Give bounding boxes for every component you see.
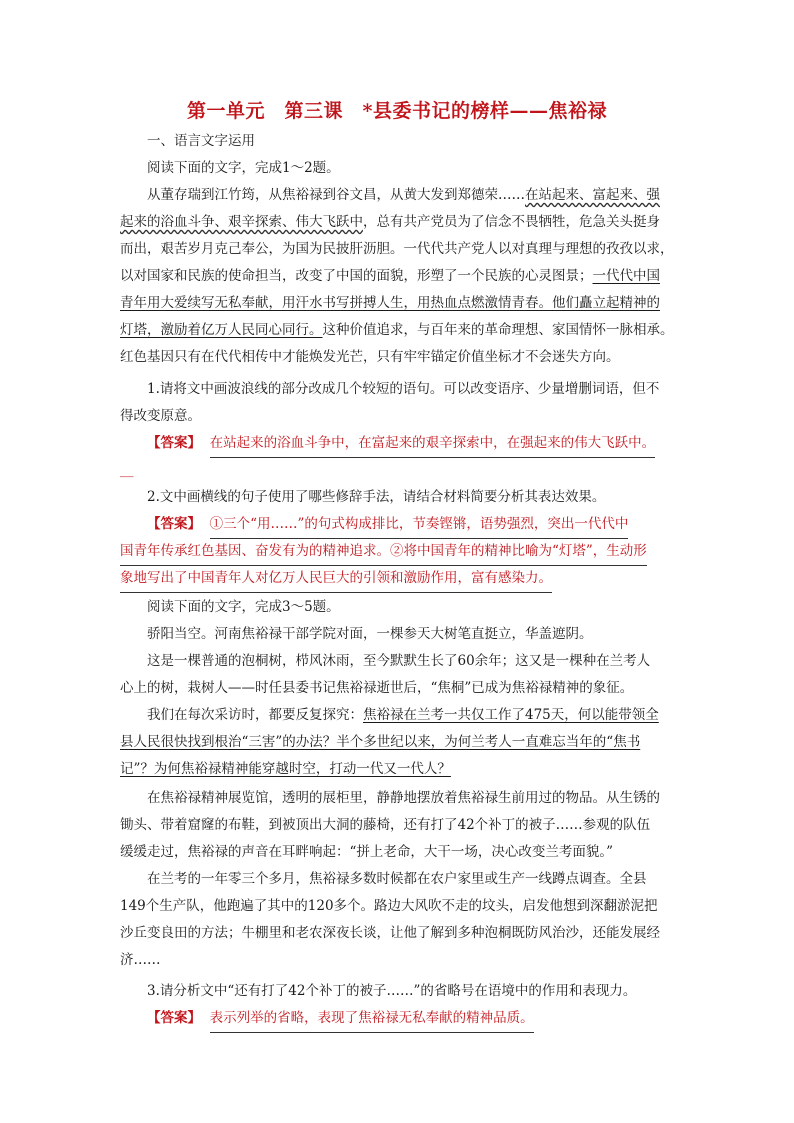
answer-label: 【答案】	[147, 1010, 201, 1026]
underlined-text: 一代代中国	[592, 268, 660, 284]
passage2-line: 这是一棵普通的泡桐树，栉风沐雨，至今默默生长了60余年；这又是一棵种在兰考人	[147, 653, 651, 669]
passage2-line: 济……	[120, 952, 161, 968]
passage1-line: 灯塔，激励着亿万人民同心同行。这种价值追求，与百年来的革命理想、家国情怀一脉相承。	[120, 322, 674, 338]
answer-2: 国青年传承红色基因、奋发有为的精神追求。②将中国青年的精神比喻为“灯塔”，生动形	[120, 538, 680, 566]
passage2-line: 沙丘变良田的方法；牛棚里和老农深夜长谈，让他了解到多种泡桐既防风治沙，还能发展经	[120, 925, 660, 941]
passage2-line: 在兰考的一年零三个多月，焦裕禄多数时候都在农户家里或生产一线蹲点调查。全县	[147, 871, 647, 887]
passage2-line: 我们在每次采访时，都要反复探究：焦裕禄在兰考一共仅工作了475天，何以能带领全	[147, 707, 659, 723]
wavy-underlined-text: 起来的浴血斗争、艰辛探索、伟大飞跃中	[120, 214, 363, 230]
passage1-line	[120, 290, 680, 317]
passage2-line: 心上的树，栽树人——时任县委书记焦裕禄逝世后，“焦桐”已成为焦裕禄精神的象征。	[120, 680, 634, 696]
lesson-title: 第一单元 第三课 *县委书记的榜样——焦裕禄	[187, 100, 607, 122]
passage2-line: 骄阳当空。河南焦裕禄干部学院对面，一棵参天大树笔直挺立，华盖遮阴。	[147, 626, 593, 642]
section-heading: 一、语言文字运用	[147, 133, 255, 149]
passage1-line: 起来的浴血斗争、艰辛探索、伟大飞跃中，总有共产党员为了信念不畏牺牲，危急关头挺身	[120, 214, 660, 230]
passage2-line: 锄头、带着窟窿的布鞋，到被顶出大洞的藤椅，还有打了42个补丁的被子……参观的队伍	[120, 817, 651, 833]
answer-2: 象地写出了中国青年人对亿万人民巨大的引领和激励作用，富有感染力。	[120, 565, 680, 593]
passage1-line: 以对国家和民族的使命担当，改变了中国的面貌，形塑了一个民族的心灵图景；一代代中国	[120, 268, 660, 284]
answer-label: 【答案】	[147, 516, 201, 532]
reading-instruction: 阅读下面的文字，完成1～2题。	[147, 160, 340, 176]
question-2: 2.文中画横线的句子使用了哪些修辞手法，请结合材料简要分析其表达效果。	[147, 489, 606, 505]
passage2-line: 149个生产队，他跑遍了其中的120多个。路边大风吹不走的坟头，启发他想到深翻淤泥把	[120, 898, 658, 914]
passage2-line	[120, 756, 680, 783]
underlined-text: 灯塔，激励着亿万人民同心同行。	[120, 322, 323, 338]
passage2-line: 在焦裕禄精神展览馆，透明的展柜里，静静地摆放着焦裕禄生前用过的物品。从生锈的	[147, 790, 660, 806]
passage2-line: 缓缓走过，焦裕禄的声音在耳畔响起：“拼上老命，大干一场，决心改变兰考面貌。”	[120, 844, 614, 860]
reading-instruction: 阅读下面的文字，完成3～5题。	[147, 599, 340, 615]
question-1: 1.请将文中画波浪线的部分改成几个较短的语句。可以改变语序、少量增删词语，但不	[147, 381, 660, 397]
passage1-line: 红色基因只有在代代相传中才能焕发光芒，只有牢牢锚定价值坐标才不会迷失方向。	[120, 349, 620, 365]
answer-label: 【答案】	[147, 435, 201, 451]
answer-1: __	[120, 462, 134, 478]
wavy-underlined-text: 在站起来、富起来、强	[525, 187, 660, 203]
question-1: 得改变原意。	[120, 408, 201, 424]
underlined-text: 焦裕禄在兰考一共仅工作了475天，何以能带领全	[363, 707, 659, 723]
answer-2: 【答案】 ①三个“用……”的句式构成排比，节奏铿锵，语势强烈，突出一代代中	[147, 511, 680, 539]
passage2-line	[120, 729, 680, 756]
passage1-line: 而出，艰苦岁月克己奉公，为国为民披肝沥胆。一代代共产党人以对真理与理想的孜孜以求，	[120, 241, 674, 257]
underlined-text: 县人民很快找到根治“三害”的办法？半个多世纪以来，为何兰考人一直难忘当年的“焦书	[120, 734, 641, 750]
underlined-text: 青年用大爱续写无私奉献，用汗水书写拼搏人生，用热血点燃激情青春。他们矗立起精神的	[120, 295, 660, 311]
answer-3: 【答案】 表示列举的省略，表现了焦裕禄无私奉献的精神品质。	[147, 1005, 680, 1033]
answer-1: 【答案】 在站起来的浴血斗争中，在富起来的艰辛探索中，在强起来的伟大飞跃中。	[147, 430, 680, 458]
underlined-text: 记”？为何焦裕禄精神能穿越时空，打动一代又一代人？	[120, 761, 451, 777]
question-3: 3.请分析文中“还有打了42个补丁的被子……”的省略号在语境中的作用和表现力。	[147, 983, 637, 999]
passage1-line: 从董存瑞到江竹筠，从焦裕禄到谷文昌，从黄大发到郑德荣……在站起来、富起来、强	[147, 187, 660, 203]
